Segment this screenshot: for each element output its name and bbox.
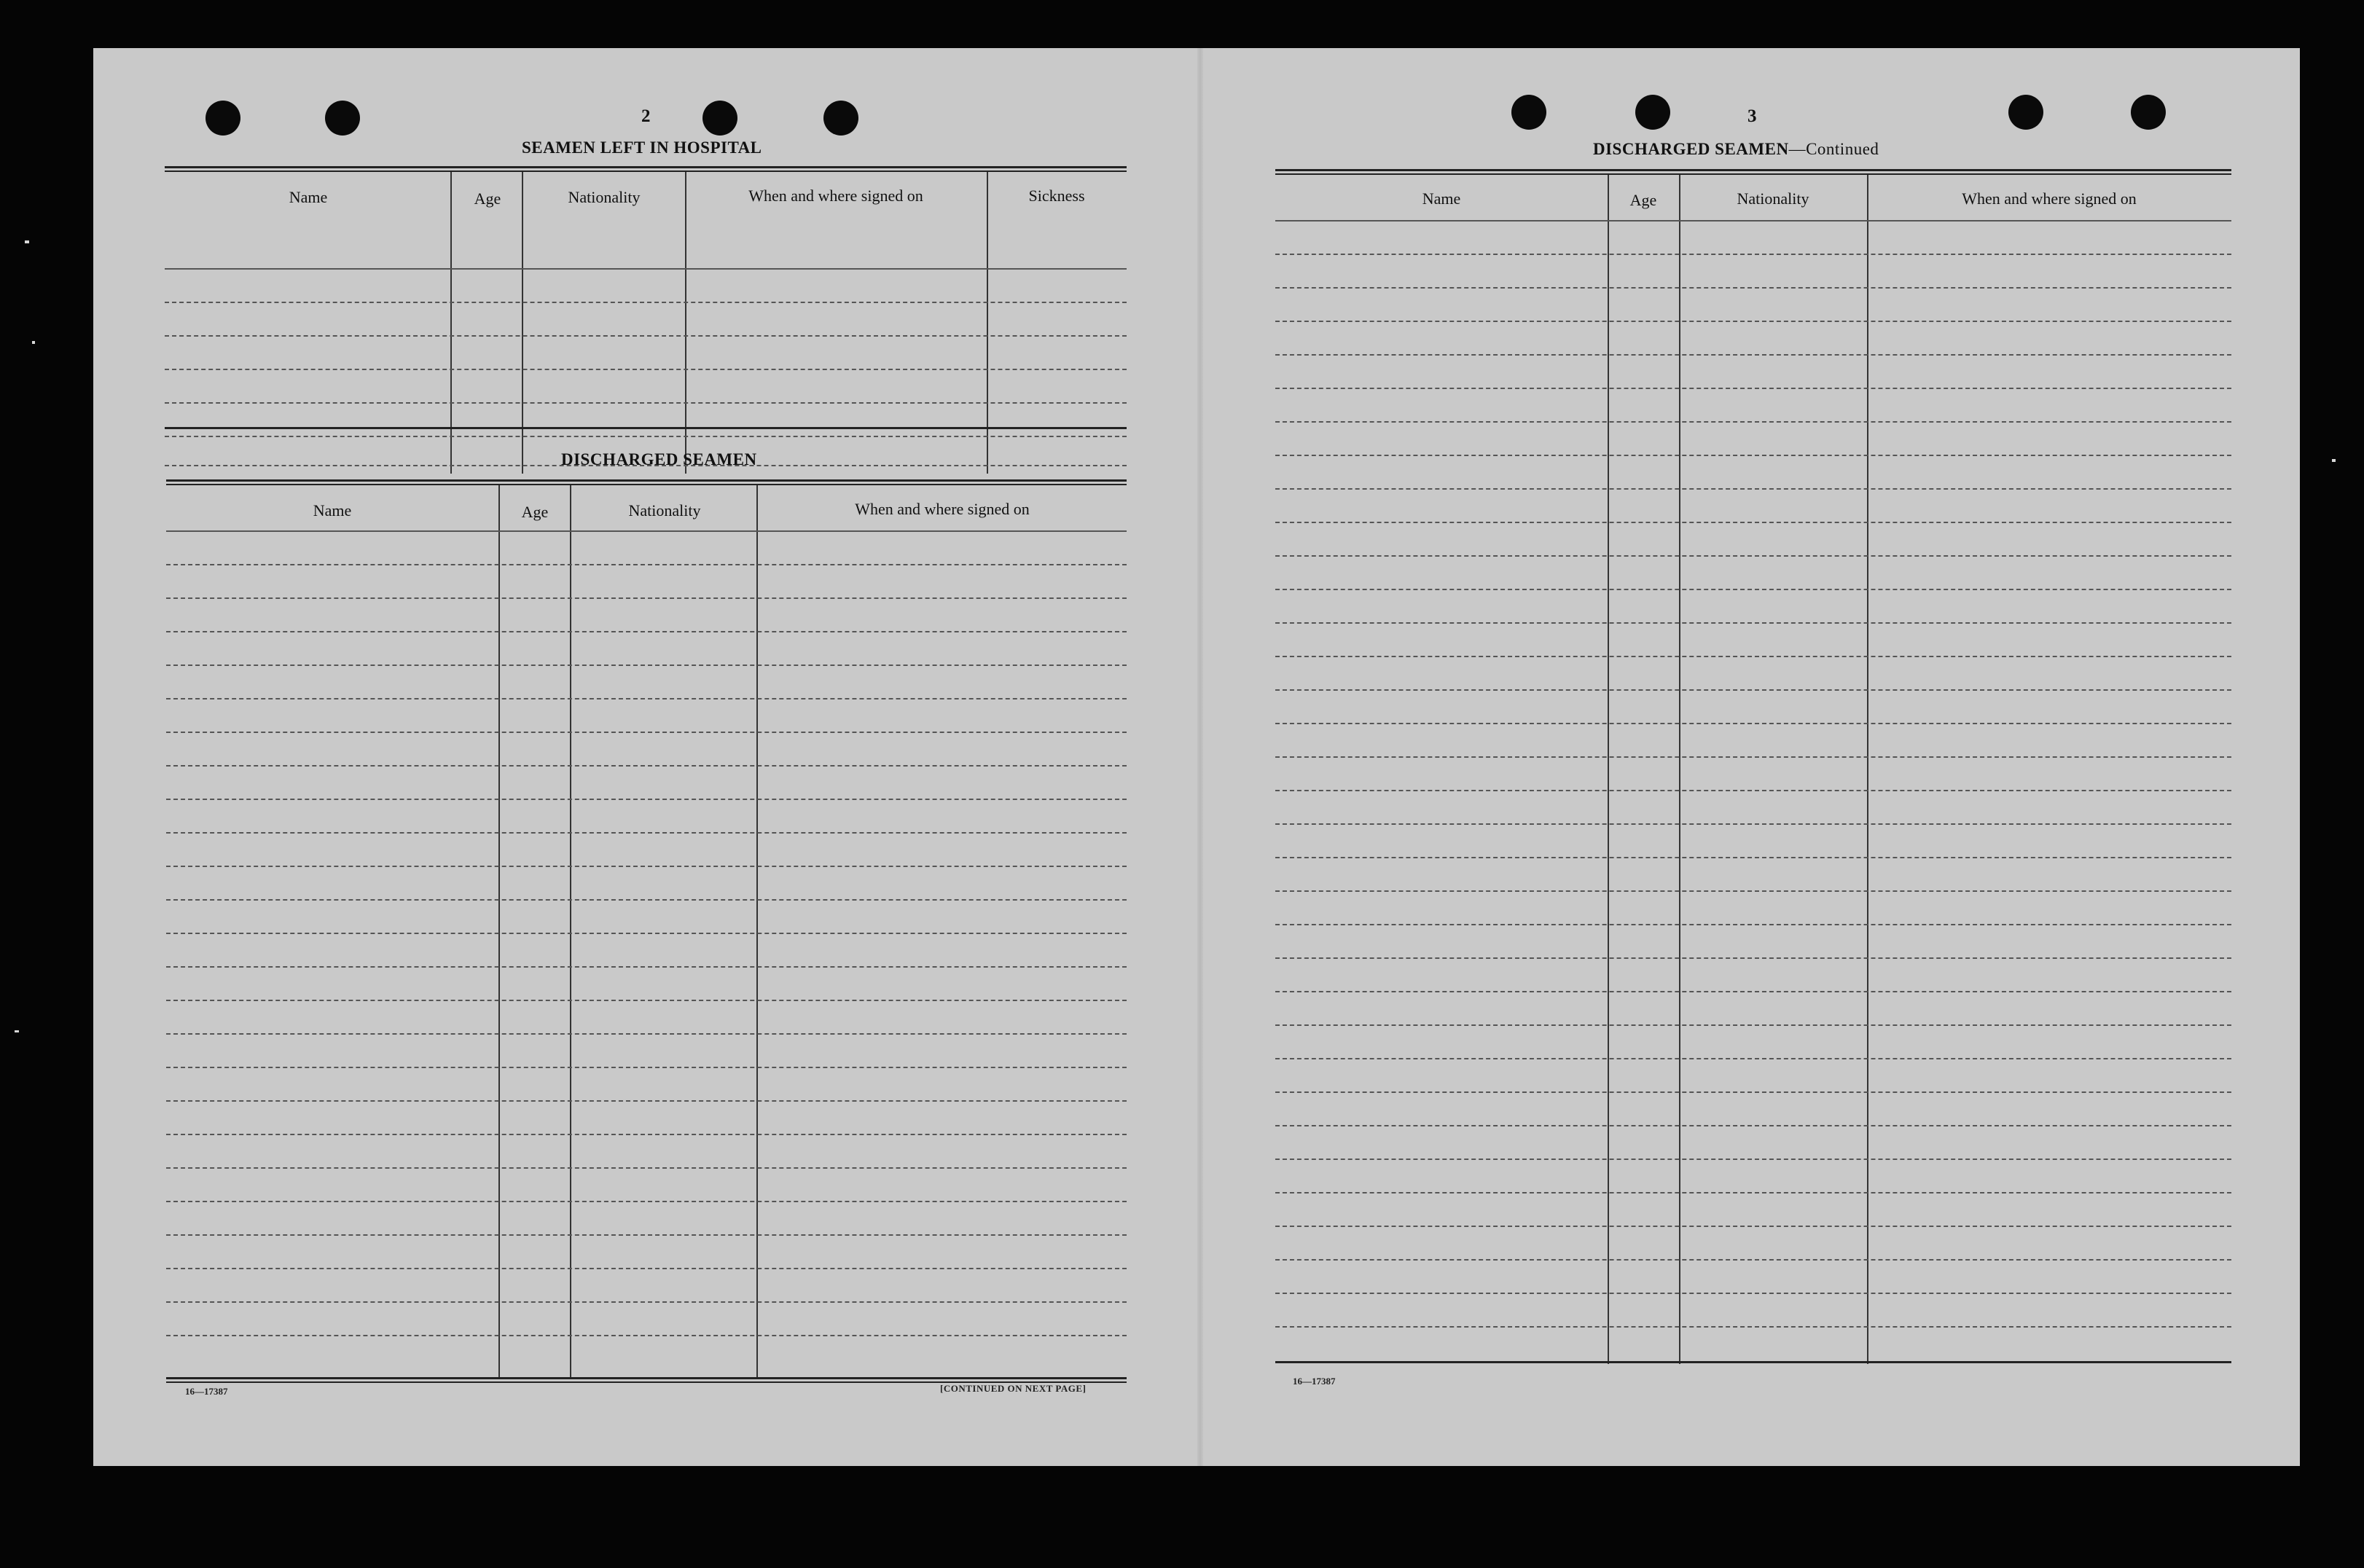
left-page-number: 2 xyxy=(641,106,651,126)
punch-hole xyxy=(823,101,858,136)
col-age-header: Age xyxy=(1629,191,1657,209)
title-continued: —Continued xyxy=(1788,140,1879,158)
discharged-continued-table xyxy=(1275,169,2231,1364)
punch-hole xyxy=(2008,95,2043,130)
scan-speck xyxy=(32,341,35,344)
form-number-left: 16—17387 xyxy=(185,1386,228,1397)
scan-speck xyxy=(25,240,29,243)
center-fold xyxy=(1197,48,1203,1466)
col-name-header: Name xyxy=(289,188,328,206)
col-signed-on-header: When and where signed on xyxy=(855,500,1030,518)
col-signed-on-header: When and where signed on xyxy=(1962,189,2137,208)
discharged-continued-title xyxy=(1593,140,1879,159)
punch-hole xyxy=(1635,95,1670,130)
form-number-right: 16—17387 xyxy=(1293,1376,1336,1387)
col-sickness-header: Sickness xyxy=(1028,187,1085,205)
manifest-sheet xyxy=(93,48,2300,1466)
col-name-header: Name xyxy=(1422,189,1461,208)
col-nationality-header: Nationality xyxy=(628,501,701,520)
punch-hole xyxy=(2131,95,2166,130)
col-signed-on-header: When and where signed on xyxy=(748,187,923,205)
discharged-section-title: DISCHARGED SEAMEN xyxy=(561,450,757,469)
punch-hole xyxy=(206,101,240,136)
continued-note: [CONTINUED ON NEXT PAGE] xyxy=(940,1383,1087,1394)
scan-speck xyxy=(2332,459,2336,462)
col-name-header: Name xyxy=(313,501,352,520)
right-page-number: 3 xyxy=(1747,106,1757,126)
punch-hole xyxy=(325,101,360,136)
col-age-header: Age xyxy=(474,189,501,208)
col-nationality-header: Nationality xyxy=(1737,189,1809,208)
discharged-table xyxy=(166,479,1127,1380)
scan-speck xyxy=(15,1030,19,1032)
hospital-section-title: SEAMEN LEFT IN HOSPITAL xyxy=(522,138,762,157)
punch-hole xyxy=(702,101,737,136)
punch-hole xyxy=(1511,95,1546,130)
col-nationality-header: Nationality xyxy=(568,188,641,206)
title-main: DISCHARGED SEAMEN xyxy=(1593,140,1789,158)
col-age-header: Age xyxy=(521,503,549,521)
